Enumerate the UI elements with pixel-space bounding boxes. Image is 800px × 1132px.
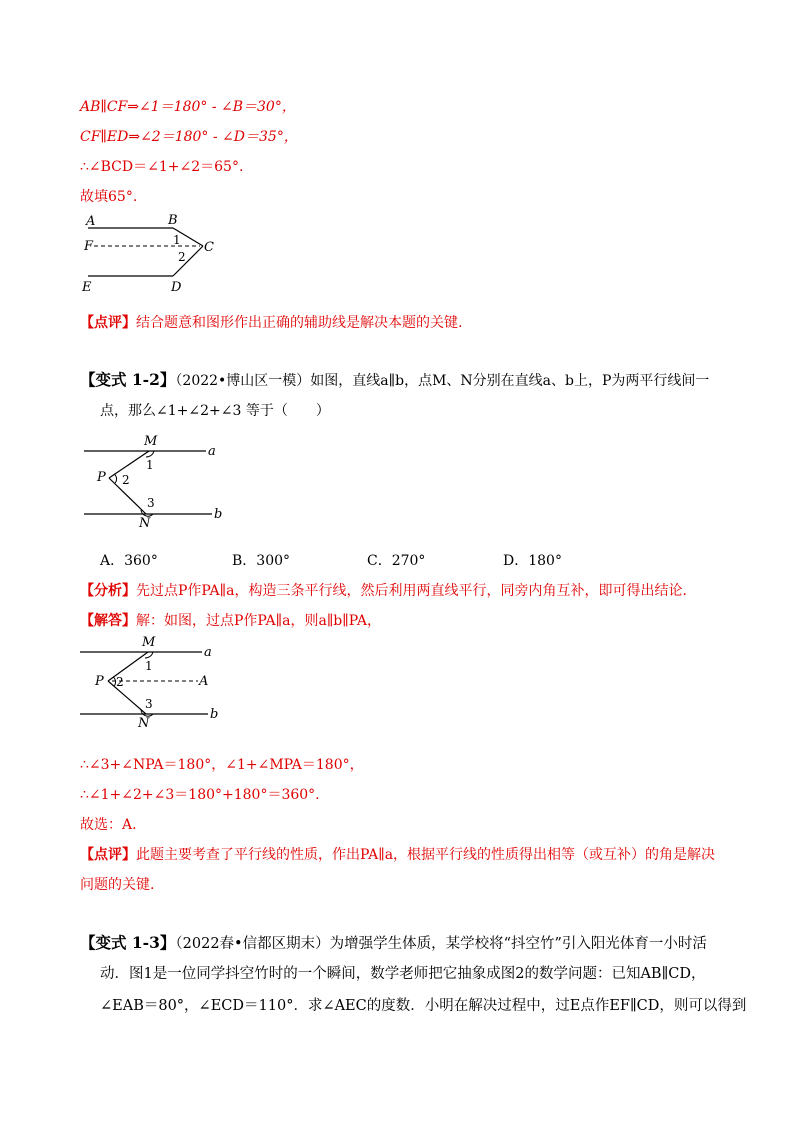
analysis-text: 先过点P作PA∥a，构造三条平行线，然后利用两直线平行，同旁内角互补，即可得出结论. (136, 583, 687, 599)
label-line-a: a (208, 444, 216, 459)
step-2: ∴∠1+∠2+∠3＝180°+180°＝360°. (80, 787, 320, 803)
label-line-b: b (214, 507, 223, 522)
angle-label-1: 1 (173, 233, 181, 247)
label-d: D (171, 280, 182, 295)
problem-1-3-line-3: ∠EAB＝80°，∠ECD＝110°．求∠AEC的度数．小明在解决过程中，过E点作EF∥CD，则可以得到 (100, 998, 747, 1014)
label-2: 2 (116, 675, 124, 689)
problem-text: （2022•博山区一模）如图，直线a∥b，点M、N分别在直线a、b上，P为两平行线间一 (175, 373, 710, 389)
comment-tag: 【点评】 (80, 847, 136, 863)
step-3: 故选：A. (80, 817, 137, 833)
problem-1-2-line-1 (80, 369, 709, 392)
problem-1-2-line-2: 点，那么∠1+∠2+∠3 等于（ ） (100, 403, 330, 419)
figure-parallel-mnp (84, 428, 234, 531)
comment-tag: 【点评】 (80, 315, 136, 331)
solution-line-1: AB∥CF⇒∠1＝180° - ∠B＝30°， (80, 99, 296, 115)
label-pa-a: A (199, 674, 209, 689)
comment-2-line-1 (80, 845, 715, 865)
label-p: P (97, 470, 106, 485)
problem-1-3-line-1 (80, 932, 707, 955)
label-m: M (142, 635, 156, 650)
label-c: C (204, 240, 214, 255)
answer-text: 解：如图，过点P作PA∥a，则a∥b∥PA， (136, 613, 381, 629)
answer-tag: 【解答】 (80, 613, 136, 629)
label-b: B (168, 213, 178, 228)
option-d: D．180° (503, 553, 562, 569)
label-1: 1 (145, 659, 153, 673)
step-1: ∴∠3+∠NPA＝180°，∠1+∠MPA＝180°， (80, 757, 364, 773)
label-f: F (84, 239, 94, 254)
label-m: M (144, 434, 158, 449)
option-c: C．270° (367, 553, 426, 569)
comment-text: 结合题意和图形作出正确的辅助线是解决本题的关键. (136, 315, 463, 331)
label-n: N (139, 516, 151, 531)
problem-tag: 【变式 1-2】 (80, 370, 176, 389)
problem-text: （2022春•信都区期末）为增强学生体质，某学校将“抖空竹”引入阳光体育一小时活 (175, 936, 707, 952)
analysis-tag: 【分析】 (80, 583, 136, 599)
label-3: 3 (147, 496, 155, 510)
label-3: 3 (145, 697, 153, 711)
angle-label-2: 2 (178, 250, 186, 264)
figure-abcdef (78, 208, 238, 296)
solution-line-3: ∴∠BCD＝∠1+∠2＝65°. (80, 159, 244, 175)
comment-2-line-2: 问题的关键. (80, 877, 155, 893)
answer (80, 611, 381, 631)
label-p: P (95, 674, 104, 689)
label-a: A (86, 214, 96, 229)
label-n: N (138, 716, 150, 731)
solution-line-4: 故填65°. (80, 189, 138, 205)
label-2: 2 (122, 473, 130, 487)
problem-tag: 【变式 1-3】 (80, 933, 176, 952)
analysis (80, 581, 687, 601)
label-line-a: a (204, 645, 212, 660)
label-e: E (82, 280, 92, 295)
option-b: B．300° (232, 553, 291, 569)
option-a: A．360° (100, 553, 158, 569)
label-line-b: b (210, 707, 219, 722)
label-1: 1 (146, 458, 154, 472)
comment-1 (80, 313, 462, 333)
problem-1-3-line-2: 动．图1是一位同学抖空竹时的一个瞬间，数学老师把它抽象成图2的数学问题：已知AB∥CD， (100, 966, 706, 982)
comment-text: 此题主要考查了平行线的性质，作出PA∥a，根据平行线的性质得出相等（或互补）的角是解决 (136, 847, 716, 863)
solution-line-2: CF∥ED⇒∠2＝180° - ∠D＝35°， (80, 129, 298, 145)
figure-parallel-mnp-aux (80, 630, 230, 730)
